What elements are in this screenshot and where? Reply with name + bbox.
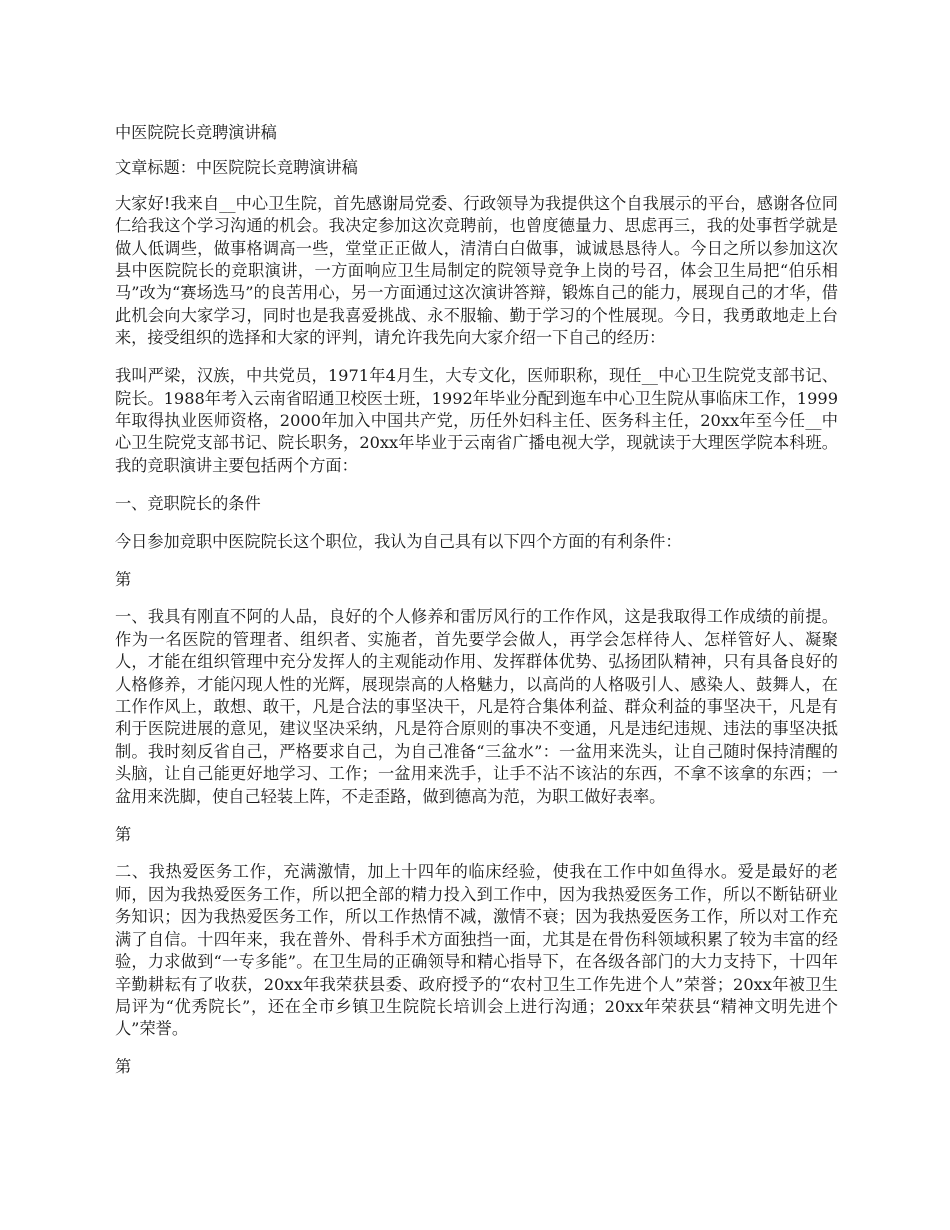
document-body [115,122,838,1094]
paragraph-biography: 我叫严梁，汉族，中共党员，1971年4月生，大专文化，医师职称，现任__中心卫生院党支部书记、院长。1988年考入云南省昭通卫校医士班，1992年毕业分配到迤车中心卫生院从事临床工作，1999年取得执业医师资格，2000年加入中国共产党，历任外妇科主任、医务科主任，20xx年至今任__中心卫生院党支部书记、院长职务，20xx年毕业于云南省广播电视大学，现就读于大理医学院本科班。我的竞职演讲主要包括两个方面： [115,366,838,475]
paragraph-ordinal: 第 [115,569,132,589]
paragraph-ordinal: 第 [115,1057,132,1077]
paragraph-ordinal: 第 [115,824,132,844]
document-title: 中医院院长竞聘演讲稿 [115,123,277,142]
paragraph-condition-one: 一、我具有刚直不阿的人品，良好的个人修养和雷厉风行的工作作风，这是我取得工作成绩的前提。作为一名医院的管理者、组织者、实施者，首先要学会做人，再学会怎样待人、怎样管好人、凝聚人，才能在组织管理中充分发挥人的主观能动作用、发挥群体优势、弘扬团队精神，只有具备良好的人格修养，才能闪现人性的光辉，展现崇高的人格魅力，以高尚的人格吸引人、感染人、鼓舞人，在工作作风上，敢想、敢干，凡是合法的事坚决干，凡是符合集体利益、群众利益的事坚决干，凡是有利于医院进展的意见，建议坚决采纳，凡是符合原则的事决不变通，凡是违纪违规、违法的事坚决抵制。我时刻反省自己，严格要求自己，为自己准备“三盆水”：一盆用来洗头，让自己随时保持清醒的头脑，让自己能更好地学习、工作；一盆用来洗手，让手不沾不该沾的东西，不拿不该拿的东西；一盆用来洗脚，使自己轻装上阵，不走歪路，做到德高为范，为职工做好表率。 [115,607,838,806]
paragraph-greeting: 大家好!我来自__中心卫生院，首先感谢局党委、行政领导为我提供这个自我展示的平台，感谢各位同仁给我这个学习沟通的机会。我决定参加这次竞聘前，也曾度德量力、思虑再三，我的处事哲学就是做人低调些，做事格调高一些，堂堂正正做人，清清白白做事，诚诚恳恳待人。今日之所以参加这次县中医院院长的竞职演讲，一方面响应卫生局制定的院领导竞争上岗的号召，体会卫生局把“伯乐相马”改为“赛场选马”的良苦用心，另一方面通过这次演讲答辩，锻炼自己的能力，展现自己的才华，借此机会向大家学习，同时也是我喜爱挑战、永不服输、勤于学习的个性展现。今日，我勇敢地走上台来，接受组织的选择和大家的评判，请允许我先向大家介绍一下自己的经历： [115,193,838,348]
section-heading-conditions: 一、竞职院长的条件 [115,493,261,513]
article-title-line: 文章标题：中医院院长竞聘演讲稿 [115,158,358,178]
paragraph-condition-two: 二、我热爱医务工作，充满激情，加上十四年的临床经验，使我在工作中如鱼得水。爱是最好的老师，因为我热爱医务工作，所以把全部的精力投入到工作中，因为我热爱医务工作，所以不断钻研业务知识；因为我热爱医务工作，所以工作热情不减，激情不衰；因为我热爱医务工作，所以对工作充满了自信。十四年来，我在普外、骨科手术方面独挡一面，尤其是在骨伤科领域积累了较为丰富的经验，力求做到“一专多能”。在卫生局的正确领导和精心指导下，在各级各部门的大力支持下，十四年辛勤耕耘有了收获，20xx年我荣获县委、政府授予的“农村卫生工作先进个人”荣誉；20xx年被卫生局评为“优秀院长”，还在全市乡镇卫生院院长培训会上进行沟通；20xx年荣获县“精神文明先进个人”荣誉。 [115,862,838,1039]
paragraph-conditions-intro: 今日参加竞职中医院院长这个职位，我认为自己具有以下四个方面的有利条件： [115,531,682,551]
